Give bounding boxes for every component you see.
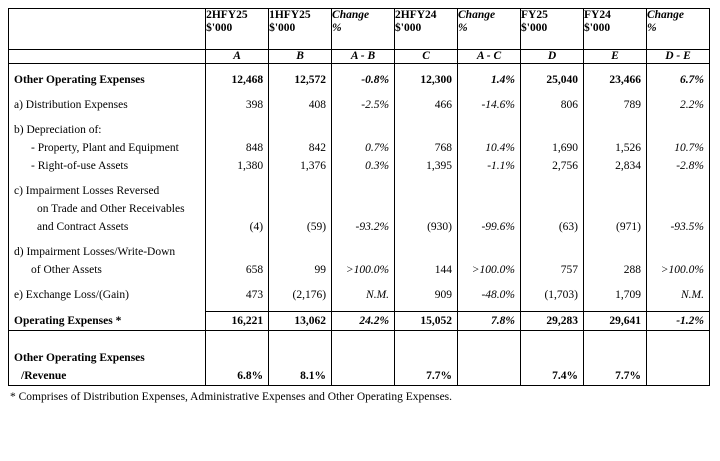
- cell-change-ac: -1.1%: [487, 160, 515, 172]
- cell-fy24: 1,709: [615, 289, 641, 301]
- cell-2hfy25: (4): [249, 221, 264, 233]
- spacer-row: [9, 114, 710, 121]
- header-unit: $'000: [206, 22, 233, 34]
- cell-fy25: 806: [560, 99, 578, 111]
- cell-change-de: [647, 243, 709, 261]
- row-label: a) Distribution Expenses: [14, 99, 128, 111]
- other-operating-expenses-table: [8, 8, 710, 386]
- spacer-cell: [269, 114, 332, 121]
- cell-change-de: [647, 200, 709, 218]
- row-label: d) Impairment Losses/Write-Down: [14, 246, 176, 258]
- cell-2hfy25: 848: [245, 142, 264, 154]
- key-cell-e: E: [583, 50, 646, 64]
- cell-fy25: [521, 121, 583, 139]
- spacer-cell: [269, 331, 332, 350]
- spacer-cell: [646, 89, 709, 96]
- table-row: [9, 121, 710, 139]
- ratio-empty-cell: [583, 349, 646, 367]
- row-label: - Property, Plant and Equipment: [31, 142, 179, 154]
- spacer-row: [9, 175, 710, 182]
- cell-2hfy24: 768: [434, 142, 453, 154]
- spacer-cell: [206, 331, 269, 350]
- header-unit: $'000: [521, 22, 548, 34]
- cell-2hfy25: 398: [245, 99, 264, 111]
- cell-change-ab: -93.2%: [355, 221, 390, 233]
- cell-2hfy25: [206, 182, 268, 200]
- cell-change-ac: [458, 243, 520, 261]
- header-period: Change: [332, 9, 370, 21]
- table-footnote: * Comprises of Distribution Expenses, Administrative Expenses and Other Operating Expenses.: [10, 391, 453, 403]
- spacer-cell: [332, 331, 395, 350]
- subtotal-fy25: 29,283: [546, 315, 578, 327]
- table-row: [9, 218, 710, 236]
- cell-1hfy25: [269, 243, 331, 261]
- spacer-cell: [646, 279, 709, 286]
- header-period: Change: [646, 9, 685, 21]
- spacer-cell: [332, 114, 395, 121]
- cell-2hfy24: 144: [434, 264, 453, 276]
- cell-2hfy25: 658: [245, 264, 264, 276]
- cell-change-de: -2.8%: [676, 160, 704, 172]
- cell-2hfy25: 1,380: [237, 160, 264, 172]
- cell-change-ac: -99.6%: [481, 221, 515, 233]
- ratio-2hfy24: 7.7%: [426, 370, 453, 382]
- cell-fy24: [584, 243, 646, 261]
- cell-change-ab: [332, 182, 394, 200]
- spacer-cell: [458, 331, 521, 350]
- table-row: [9, 157, 710, 175]
- spacer-cell: [395, 304, 458, 312]
- ratio-fy25: 7.4%: [552, 370, 578, 382]
- spacer-cell: [521, 64, 584, 72]
- ratio-empty-cell: [521, 349, 584, 367]
- ratio-change-ab: [332, 367, 394, 385]
- cell-1hfy25: 1,376: [300, 160, 327, 172]
- table-row: [9, 71, 710, 89]
- spacer-cell: [332, 89, 395, 96]
- cell-change-ac: -14.6%: [481, 99, 515, 111]
- spacer-cell: [458, 114, 521, 121]
- spacer-cell: [458, 304, 521, 312]
- cell-fy24: 1,526: [615, 142, 641, 154]
- key-cell-d: D: [521, 50, 584, 64]
- row-label: b) Depreciation of:: [14, 124, 102, 136]
- row-label: c) Impairment Losses Reversed: [14, 185, 160, 197]
- header-cell-label: [9, 9, 206, 50]
- subtotal-2hfy25: 16,221: [231, 315, 264, 327]
- header-period: 2HFY25: [206, 9, 248, 21]
- spacer-cell: [521, 89, 584, 96]
- spacer-row: [9, 331, 710, 350]
- cell-1hfy25: 12,572: [294, 74, 327, 86]
- spacer-cell: [646, 331, 709, 350]
- spacer-cell: [646, 236, 709, 243]
- key-cell-a-c: A - C: [458, 50, 521, 64]
- header-unit: $'000: [269, 22, 296, 34]
- row-label: - Right-of-use Assets: [31, 160, 129, 172]
- cell-change-de: [647, 182, 709, 200]
- cell-2hfy24: 12,300: [420, 74, 453, 86]
- ratio-1hfy25: 8.1%: [300, 370, 327, 382]
- cell-1hfy25: 99: [314, 264, 327, 276]
- spacer-row: [9, 89, 710, 96]
- cell-change-ab: -0.8%: [361, 74, 390, 86]
- cell-change-ac: -48.0%: [481, 289, 515, 301]
- ratio-empty-cell: [332, 349, 395, 367]
- table-row: [9, 286, 710, 304]
- spacer-cell: [583, 304, 646, 312]
- row-label: on Trade and Other Receivables: [37, 203, 185, 215]
- spacer-cell: [332, 279, 395, 286]
- subtotal-change-ab: 24.2%: [359, 315, 390, 327]
- cell-change-de: 10.7%: [674, 142, 704, 154]
- cell-2hfy25: [206, 200, 268, 218]
- cell-2hfy24: (930): [427, 221, 453, 233]
- header-cell-2hfy24: [395, 9, 458, 50]
- key-cell-b: B: [269, 50, 332, 64]
- header-cell-fy25: [521, 9, 584, 50]
- cell-2hfy25: 473: [245, 289, 264, 301]
- ratio-change-de: [647, 367, 709, 385]
- spacer-cell: [332, 175, 395, 182]
- table-body: [9, 64, 710, 386]
- cell-2hfy24: [395, 182, 457, 200]
- cell-2hfy25: 12,468: [231, 74, 264, 86]
- spacer-cell: [395, 64, 458, 72]
- spacer-row: [9, 236, 710, 243]
- header-cell-change-ab: [332, 9, 395, 50]
- subtotal-label: Operating Expenses *: [14, 314, 122, 327]
- cell-1hfy25: (2,176): [292, 289, 327, 301]
- cell-1hfy25: [269, 182, 331, 200]
- row-label: and Contract Assets: [37, 221, 129, 233]
- spacer-cell: [646, 304, 709, 312]
- header-unit: $'000: [583, 22, 611, 34]
- subtotal-change-ac: 7.8%: [491, 315, 515, 327]
- table-row: [9, 182, 710, 200]
- cell-2hfy25: [206, 121, 268, 139]
- spacer-cell: [395, 89, 458, 96]
- ratio-empty-cell: [458, 349, 521, 367]
- spacer-cell: [583, 89, 646, 96]
- cell-change-ac: 10.4%: [485, 142, 515, 154]
- cell-change-de: N.M.: [681, 289, 704, 301]
- cell-2hfy24: [395, 200, 457, 218]
- spacer-cell: [458, 89, 521, 96]
- cell-1hfy25: [269, 121, 331, 139]
- cell-fy24: 2,834: [615, 160, 641, 172]
- header-cell-change-de: [646, 9, 709, 50]
- cell-change-ab: 0.3%: [365, 160, 390, 172]
- cell-fy25: 1,690: [552, 142, 578, 154]
- spacer-cell: [458, 236, 521, 243]
- spacer-cell: [206, 279, 269, 286]
- ratio-2hfy25: 6.8%: [237, 370, 264, 382]
- header-period: FY24: [583, 9, 611, 21]
- ratio-empty-cell: [206, 349, 269, 367]
- cell-change-de: 2.2%: [680, 99, 704, 111]
- ratio-empty-cell: [269, 349, 332, 367]
- spacer-cell: [206, 175, 269, 182]
- spacer-cell: [9, 64, 206, 72]
- cell-fy25: [521, 243, 583, 261]
- spacer-cell: [646, 64, 709, 72]
- header-unit: $'000: [395, 22, 422, 34]
- cell-1hfy25: [269, 200, 331, 218]
- cell-change-de: -93.5%: [670, 221, 704, 233]
- key-cell-label: [9, 50, 206, 64]
- subtotal-row: [9, 312, 710, 331]
- cell-change-ab: N.M.: [366, 289, 390, 301]
- spacer-cell: [206, 64, 269, 72]
- table-row: [9, 261, 710, 279]
- key-cell-d-e: D - E: [646, 50, 709, 64]
- cell-fy24: 789: [623, 99, 641, 111]
- spacer-cell: [332, 64, 395, 72]
- cell-change-ab: >100.0%: [345, 264, 390, 276]
- spacer-cell: [9, 279, 206, 286]
- cell-1hfy25: 842: [308, 142, 327, 154]
- cell-change-ab: 0.7%: [365, 142, 390, 154]
- cell-change-ac: [458, 121, 520, 139]
- spacer-cell: [521, 236, 584, 243]
- cell-change-ab: [332, 121, 394, 139]
- ratio-label-line2: /Revenue: [21, 370, 67, 382]
- table-row: [9, 200, 710, 218]
- spacer-cell: [269, 175, 332, 182]
- spacer-row: [9, 279, 710, 286]
- row-label: of Other Assets: [31, 264, 102, 276]
- ratio-label-line1: Other Operating Expenses: [14, 352, 145, 364]
- cell-2hfy24: [395, 243, 457, 261]
- spacer-cell: [269, 279, 332, 286]
- header-unit: %: [332, 22, 342, 34]
- header-period: FY25: [521, 9, 548, 21]
- spacer-cell: [395, 175, 458, 182]
- table-row: [9, 96, 710, 114]
- header-row: [9, 9, 710, 50]
- cell-fy25: 757: [560, 264, 578, 276]
- spacer-cell: [458, 279, 521, 286]
- cell-fy24: 23,466: [609, 74, 641, 86]
- spacer-cell: [583, 279, 646, 286]
- spacer-cell: [206, 114, 269, 121]
- spacer-cell: [521, 304, 584, 312]
- cell-change-de: [647, 121, 709, 139]
- header-cell-2hfy25: [206, 9, 269, 50]
- header-period: 1HFY25: [269, 9, 311, 21]
- cell-change-ab: -2.5%: [361, 99, 390, 111]
- spacer-cell: [332, 236, 395, 243]
- ratio-empty-cell: [646, 349, 709, 367]
- cell-change-de: 6.7%: [680, 74, 704, 86]
- cell-fy25: (63): [558, 221, 578, 233]
- cell-1hfy25: (59): [306, 221, 327, 233]
- spacer-cell: [269, 89, 332, 96]
- cell-2hfy24: 1,395: [426, 160, 453, 172]
- header-cell-1hfy25: [269, 9, 332, 50]
- table-row: [9, 243, 710, 261]
- spacer-cell: [9, 114, 206, 121]
- spacer-cell: [395, 114, 458, 121]
- row-label: e) Exchange Loss/(Gain): [14, 289, 129, 301]
- spacer-cell: [583, 236, 646, 243]
- cell-2hfy25: [206, 243, 268, 261]
- ratio-fy24: 7.7%: [615, 370, 641, 382]
- cell-change-ac: 1.4%: [491, 74, 515, 86]
- cell-change-ac: >100.0%: [471, 264, 515, 276]
- spacer-cell: [395, 331, 458, 350]
- cell-fy25: 2,756: [552, 160, 578, 172]
- spacer-cell: [458, 175, 521, 182]
- header-period: Change: [458, 9, 496, 21]
- cell-change-ac: [458, 182, 520, 200]
- table-header: [9, 9, 710, 64]
- subtotal-2hfy24: 15,052: [420, 315, 453, 327]
- spacer-cell: [583, 175, 646, 182]
- ratio-row-values: [9, 367, 710, 386]
- ratio-empty-cell: [395, 349, 458, 367]
- header-cell-change-ac: [458, 9, 521, 50]
- spacer-cell: [9, 304, 206, 312]
- spacer-row: [9, 64, 710, 72]
- ratio-row-label: [9, 349, 710, 367]
- spacer-cell: [269, 236, 332, 243]
- spacer-cell: [395, 279, 458, 286]
- cell-fy24: 288: [623, 264, 641, 276]
- cell-fy24: (971): [616, 221, 641, 233]
- cell-fy24: [584, 121, 646, 139]
- ratio-change-ac: [458, 367, 520, 385]
- subtotal-fy24: 29,641: [609, 315, 641, 327]
- column-key-row: [9, 50, 710, 64]
- spacer-cell: [521, 175, 584, 182]
- key-cell-a-b: A - B: [332, 50, 395, 64]
- key-cell-a: A: [206, 50, 269, 64]
- cell-change-ab: [332, 200, 394, 218]
- spacer-cell: [395, 236, 458, 243]
- spacer-cell: [206, 89, 269, 96]
- spacer-cell: [206, 236, 269, 243]
- spacer-cell: [583, 331, 646, 350]
- spacer-cell: [332, 304, 395, 312]
- cell-2hfy24: 466: [434, 99, 453, 111]
- spacer-row: [9, 304, 710, 312]
- header-unit: %: [646, 22, 657, 34]
- spacer-cell: [583, 114, 646, 121]
- header-period: 2HFY24: [395, 9, 437, 21]
- spacer-cell: [9, 175, 206, 182]
- spacer-cell: [521, 114, 584, 121]
- spacer-cell: [458, 64, 521, 72]
- cell-2hfy24: 909: [434, 289, 453, 301]
- cell-2hfy24: [395, 121, 457, 139]
- cell-fy25: 25,040: [546, 74, 578, 86]
- spacer-cell: [521, 331, 584, 350]
- spacer-cell: [646, 114, 709, 121]
- cell-fy25: [521, 200, 583, 218]
- spacer-cell: [9, 89, 206, 96]
- cell-change-de: >100.0%: [660, 264, 704, 276]
- cell-fy24: [584, 182, 646, 200]
- cell-change-ab: [332, 243, 394, 261]
- spacer-cell: [269, 304, 332, 312]
- cell-fy25: (1,703): [544, 289, 578, 301]
- spacer-cell: [521, 279, 584, 286]
- subtotal-1hfy25: 13,062: [294, 315, 327, 327]
- spacer-cell: [646, 175, 709, 182]
- cell-1hfy25: 408: [308, 99, 327, 111]
- subtotal-change-de: -1.2%: [676, 315, 704, 327]
- row-label: Other Operating Expenses: [14, 74, 145, 86]
- cell-fy24: [584, 200, 646, 218]
- spacer-cell: [583, 64, 646, 72]
- spacer-cell: [9, 236, 206, 243]
- spacer-cell: [269, 64, 332, 72]
- header-unit: %: [458, 22, 468, 34]
- key-cell-c: C: [395, 50, 458, 64]
- cell-fy25: [521, 182, 583, 200]
- spacer-cell: [206, 304, 269, 312]
- cell-change-ac: [458, 200, 520, 218]
- table-row: [9, 139, 710, 157]
- header-cell-fy24: [583, 9, 646, 50]
